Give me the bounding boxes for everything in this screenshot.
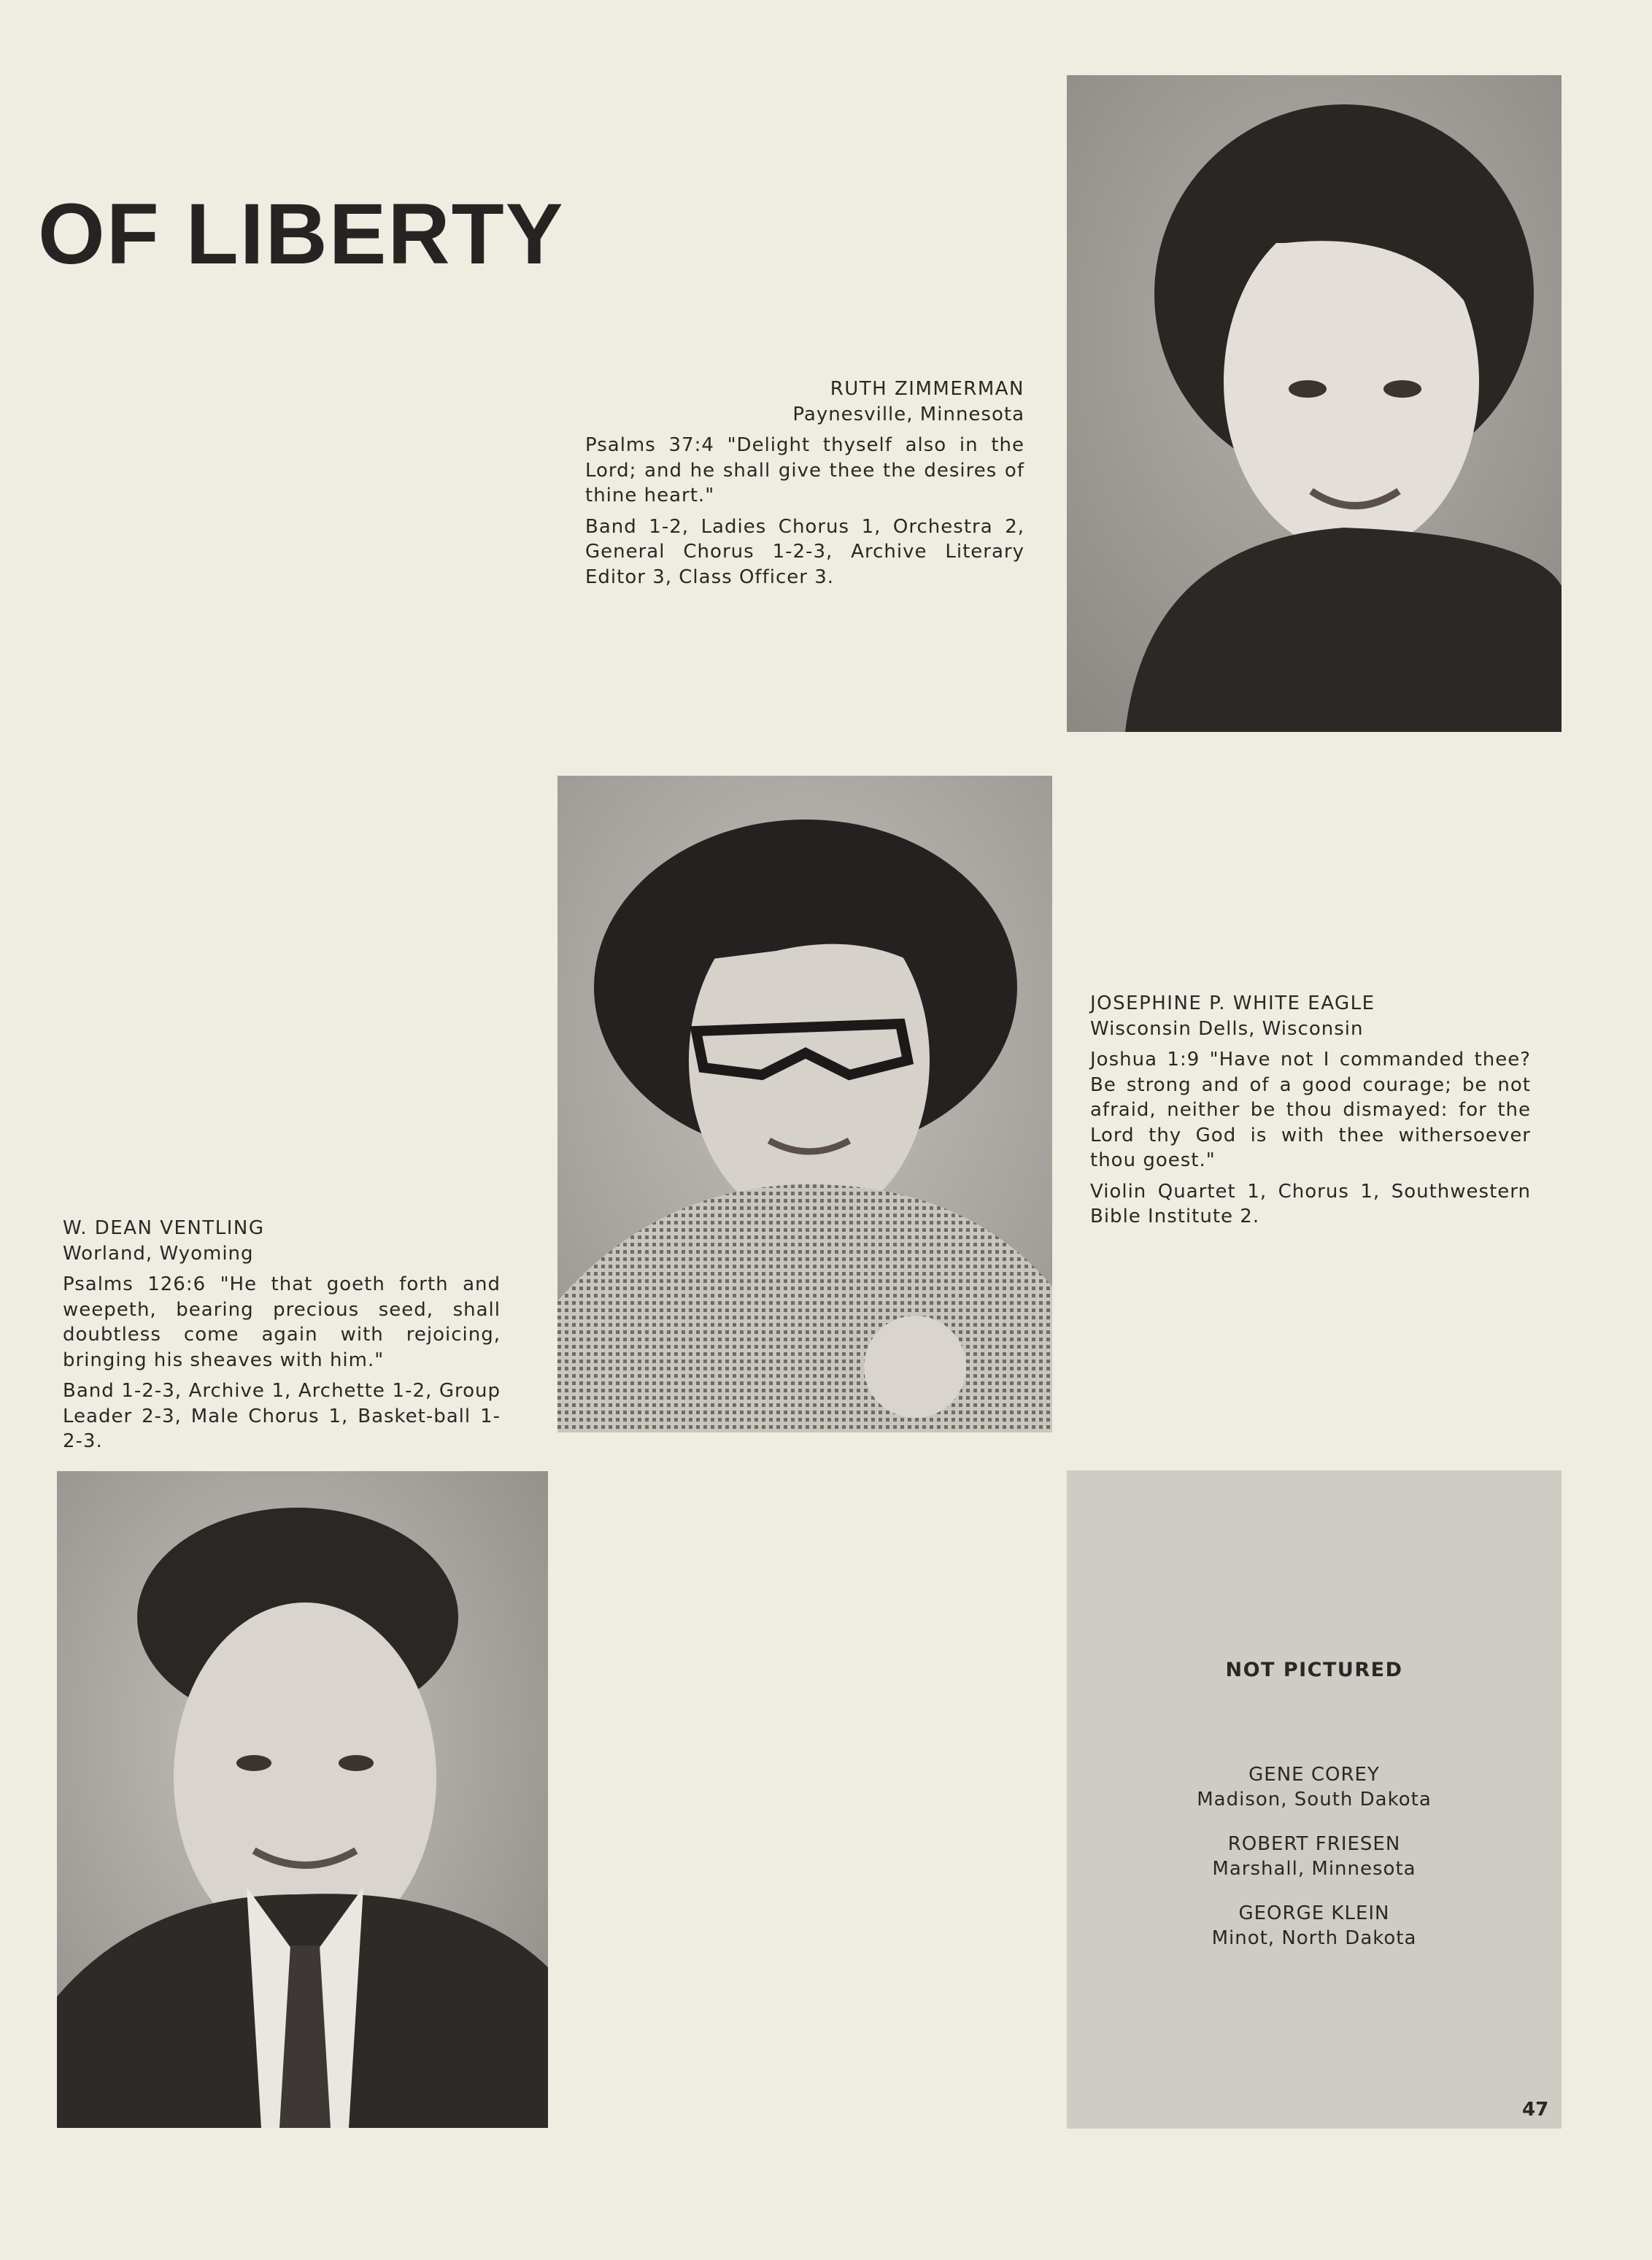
student-activities: Band 1-2-3, Archive 1, Archette 1-2, Group Leader 2-3, Male Chorus 1, Basket-ball 1-2-3. bbox=[63, 1380, 501, 1452]
student-bio-dean-ventling bbox=[63, 1216, 501, 1454]
portrait-photo-dean-ventling bbox=[57, 1471, 548, 2128]
scripture-verse: Psalms 37:4 "Delight thyself also in the Lord; and he shall give thee the desires of thine heart." bbox=[585, 434, 1024, 506]
student-hometown: Worland, Wyoming bbox=[63, 1242, 254, 1265]
not-pictured-panel bbox=[1067, 1470, 1562, 2129]
scripture-verse: Joshua 1:9 "Have not I commanded thee? Be strong and of a good courage; be not afraid, neither be thou dismayed: for the Lord thy God is with thee withersoever thou goest." bbox=[1090, 1049, 1531, 1171]
student-name: JOSEPHINE P. WHITE EAGLE bbox=[1090, 992, 1375, 1014]
student-activities: Band 1-2, Ladies Chorus 1, Orchestra 2, General Chorus 1-2-3, Archive Literary Editor 3, Class Officer 3. bbox=[585, 515, 1024, 588]
not-pictured-name: ROBERT FRIESEN bbox=[1227, 1833, 1401, 1855]
student-bio-josephine-white-eagle bbox=[1090, 991, 1531, 1230]
not-pictured-hometown: Marshall, Minnesota bbox=[1212, 1858, 1416, 1880]
student-hometown: Paynesville, Minnesota bbox=[792, 403, 1024, 425]
not-pictured-name: GEORGE KLEIN bbox=[1238, 1902, 1390, 1924]
not-pictured-hometown: Minot, North Dakota bbox=[1211, 1927, 1417, 1949]
page-number: 47 bbox=[1522, 2099, 1549, 2121]
student-activities: Violin Quartet 1, Chorus 1, Southwestern Bible Institute 2. bbox=[1090, 1180, 1531, 1227]
student-name: W. DEAN VENTLING bbox=[63, 1217, 265, 1239]
not-pictured-name: GENE COREY bbox=[1248, 1764, 1380, 1786]
not-pictured-title: NOT PICTURED bbox=[1225, 1659, 1403, 1681]
portrait-photo-ruth-zimmerman bbox=[1067, 75, 1562, 732]
student-bio-ruth-zimmerman bbox=[585, 377, 1024, 590]
portrait-photo-josephine-white-eagle bbox=[557, 776, 1052, 1432]
not-pictured-entry bbox=[1067, 1901, 1562, 1951]
student-hometown: Wisconsin Dells, Wisconsin bbox=[1090, 1017, 1364, 1040]
not-pictured-entry bbox=[1067, 1832, 1562, 1881]
not-pictured-entry bbox=[1067, 1762, 1562, 1812]
section-heading: OF LIBERTY bbox=[38, 186, 565, 282]
not-pictured-hometown: Madison, South Dakota bbox=[1197, 1789, 1432, 1810]
student-name: RUTH ZIMMERMAN bbox=[830, 378, 1024, 400]
scripture-verse: Psalms 126:6 "He that goeth forth and weepeth, bearing precious seed, shall doubtless come again with rejoicing, bringing his sheaves with him." bbox=[63, 1273, 501, 1371]
